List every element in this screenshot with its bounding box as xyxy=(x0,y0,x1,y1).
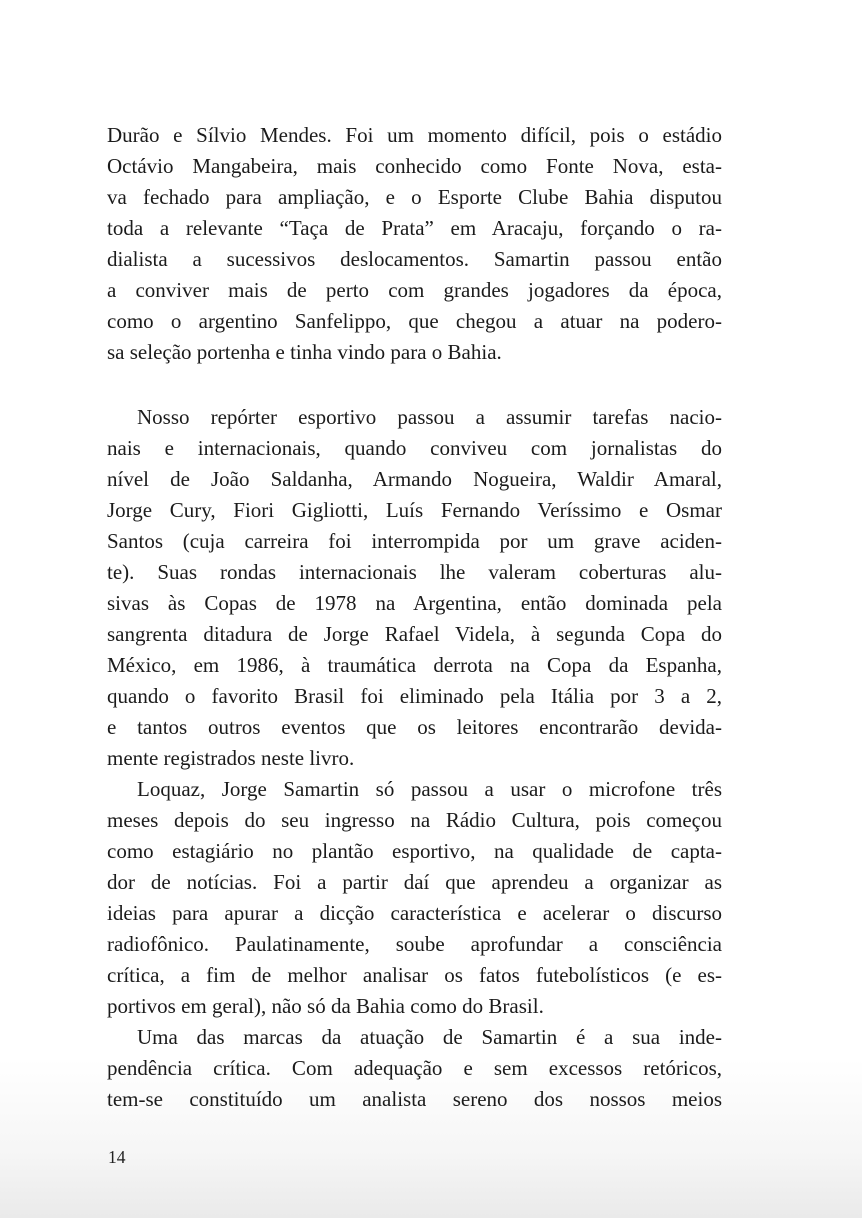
text-line: portivos em geral), não só da Bahia como do Brasil. xyxy=(107,994,544,1018)
text-line: Durão e Sílvio Mendes. Foi um momento difícil, pois o estádio xyxy=(107,123,722,147)
text-line: dialista a sucessivos deslocamentos. Samartin passou então xyxy=(107,247,722,271)
text-line: crítica, a fim de melhor analisar os fatos futebolísticos (e es- xyxy=(107,963,722,987)
page-number: 14 xyxy=(108,1147,126,1167)
text-line: nível de João Saldanha, Armando Nogueira, Waldir Amaral, xyxy=(107,467,722,491)
paragraph xyxy=(107,402,722,774)
paragraph xyxy=(107,1022,722,1115)
text-line: a conviver mais de perto com grandes jogadores da época, xyxy=(107,278,722,302)
text-line: dor de notícias. Foi a partir daí que aprendeu a organizar as xyxy=(107,870,722,894)
text-line: te). Suas rondas internacionais lhe valeram coberturas alu- xyxy=(107,560,722,584)
text-line: toda a relevante “Taça de Prata” em Aracaju, forçando o ra- xyxy=(107,216,722,240)
text-line: quando o favorito Brasil foi eliminado pela Itália por 3 a 2, xyxy=(107,684,722,708)
text-line: pendência crítica. Com adequação e sem excessos retóricos, xyxy=(107,1056,722,1080)
text-line: tem-se constituído um analista sereno dos nossos meios xyxy=(107,1087,722,1111)
text-line: Loquaz, Jorge Samartin só passou a usar o microfone três xyxy=(137,777,722,801)
text-line: sivas às Copas de 1978 na Argentina, então dominada pela xyxy=(107,591,722,615)
text-line: Jorge Cury, Fiori Gigliotti, Luís Fernando Veríssimo e Osmar xyxy=(107,498,722,522)
text-line: Nosso repórter esportivo passou a assumir tarefas nacio- xyxy=(137,405,722,429)
paragraph xyxy=(107,120,722,368)
text-line: ideias para apurar a dicção característica e acelerar o discurso xyxy=(107,901,722,925)
text-line: Santos (cuja carreira foi interrompida por um grave aciden- xyxy=(107,529,722,553)
text-line: mente registrados neste livro. xyxy=(107,746,355,770)
text-line: va fechado para ampliação, e o Esporte Clube Bahia disputou xyxy=(107,185,722,209)
body-text xyxy=(107,120,722,1115)
text-line: radiofônico. Paulatinamente, soube aprofundar a consciência xyxy=(107,932,722,956)
text-line: como estagiário no plantão esportivo, na qualidade de capta- xyxy=(107,839,722,863)
text-line: sa seleção portenha e tinha vindo para o Bahia. xyxy=(107,340,502,364)
text-line: nais e internacionais, quando conviveu com jornalistas do xyxy=(107,436,722,460)
text-line: sangrenta ditadura de Jorge Rafael Videla, à segunda Copa do xyxy=(107,622,722,646)
text-line: México, em 1986, à traumática derrota na Copa da Espanha, xyxy=(107,653,722,677)
text-line: meses depois do seu ingresso na Rádio Cultura, pois começou xyxy=(107,808,722,832)
text-line: e tantos outros eventos que os leitores encontrarão devida- xyxy=(107,715,722,739)
paragraph xyxy=(107,774,722,1022)
text-line: como o argentino Sanfelippo, que chegou a atuar na podero- xyxy=(107,309,722,333)
text-line: Uma das marcas da atuação de Samartin é a sua inde- xyxy=(137,1025,722,1049)
text-line: Octávio Mangabeira, mais conhecido como Fonte Nova, esta- xyxy=(107,154,722,178)
